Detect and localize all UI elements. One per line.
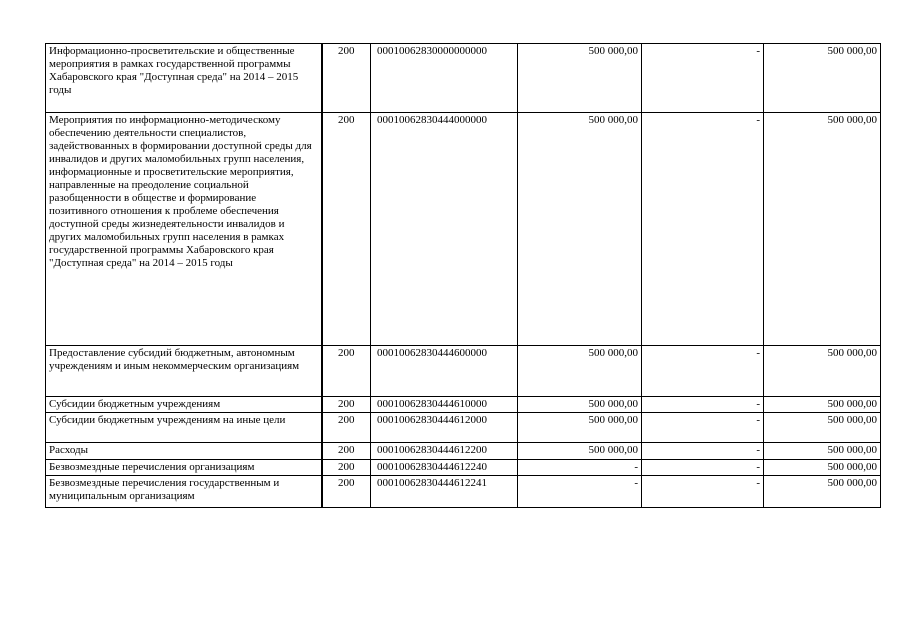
approved-amount-cell: 500 000,00 [518,397,642,413]
approved-amount-cell: 500 000,00 [518,443,642,460]
line-code-cell: 200 [322,460,371,476]
approved-amount-cell: 500 000,00 [518,346,642,397]
budget-code-cell: 00010062830444612200 [371,443,518,460]
executed-amount-cell: - [642,443,764,460]
unexecuted-amount-cell: 500 000,00 [764,113,881,346]
table-row [46,443,881,460]
table-row [46,476,881,508]
budget-code-cell: 00010062830444000000 [371,113,518,346]
row-name-cell: Информационно-просветительские и общественные мероприятия в рамках государственной программы Хабаровского края "Доступная среда" на 2014 – 2015 годы [46,44,322,113]
executed-amount-cell: - [642,476,764,508]
budget-code-cell: 00010062830444600000 [371,346,518,397]
approved-amount-cell: 500 000,00 [518,44,642,113]
executed-amount-cell: - [642,44,764,113]
row-name-cell: Безвозмездные перечисления организациям [46,460,322,476]
row-name-cell: Предоставление субсидий бюджетным, автономным учреждениям и иным некоммерческим организациям [46,346,322,397]
budget-table-body [46,44,881,508]
table-row [46,460,881,476]
row-name-cell: Расходы [46,443,322,460]
unexecuted-amount-cell: 500 000,00 [764,413,881,443]
line-code-cell: 200 [322,397,371,413]
budget-code-cell: 00010062830000000000 [371,44,518,113]
budget-code-cell: 00010062830444612241 [371,476,518,508]
row-name-cell: Субсидии бюджетным учреждениям [46,397,322,413]
line-code-cell: 200 [322,44,371,113]
table-row [46,346,881,397]
line-code-cell: 200 [322,346,371,397]
line-code-cell: 200 [322,476,371,508]
approved-amount-cell: - [518,460,642,476]
row-name-cell: Мероприятия по информационно-методическому обеспечению деятельности специалистов, задействованных в формировании доступной среды для инвалидов и других маломобильных групп населения, информационные и просветительские мероприятия, направленные на преодоление социальной разобщенности в обществе и формирование позитивного отношения к проблеме обеспечения доступной среды жизнедеятельности инвалидов и других маломобильных групп населения в рамках государственной программы Хабаровского края "Доступная среда" на 2014 – 2015 годы [46,113,322,346]
budget-code-cell: 00010062830444612000 [371,413,518,443]
approved-amount-cell: 500 000,00 [518,413,642,443]
row-name-cell: Субсидии бюджетным учреждениям на иные цели [46,413,322,443]
executed-amount-cell: - [642,460,764,476]
line-code-cell: 200 [322,113,371,346]
approved-amount-cell: - [518,476,642,508]
executed-amount-cell: - [642,397,764,413]
unexecuted-amount-cell: 500 000,00 [764,346,881,397]
executed-amount-cell: - [642,113,764,346]
table-row [46,44,881,113]
approved-amount-cell: 500 000,00 [518,113,642,346]
table-row [46,113,881,346]
row-name-cell: Безвозмездные перечисления государственным и муниципальным организациям [46,476,322,508]
budget-table [45,43,881,508]
unexecuted-amount-cell: 500 000,00 [764,443,881,460]
executed-amount-cell: - [642,346,764,397]
budget-code-cell: 00010062830444612240 [371,460,518,476]
unexecuted-amount-cell: 500 000,00 [764,460,881,476]
unexecuted-amount-cell: 500 000,00 [764,397,881,413]
table-row [46,413,881,443]
unexecuted-amount-cell: 500 000,00 [764,44,881,113]
table-row [46,397,881,413]
budget-code-cell: 00010062830444610000 [371,397,518,413]
unexecuted-amount-cell: 500 000,00 [764,476,881,508]
line-code-cell: 200 [322,413,371,443]
line-code-cell: 200 [322,443,371,460]
executed-amount-cell: - [642,413,764,443]
